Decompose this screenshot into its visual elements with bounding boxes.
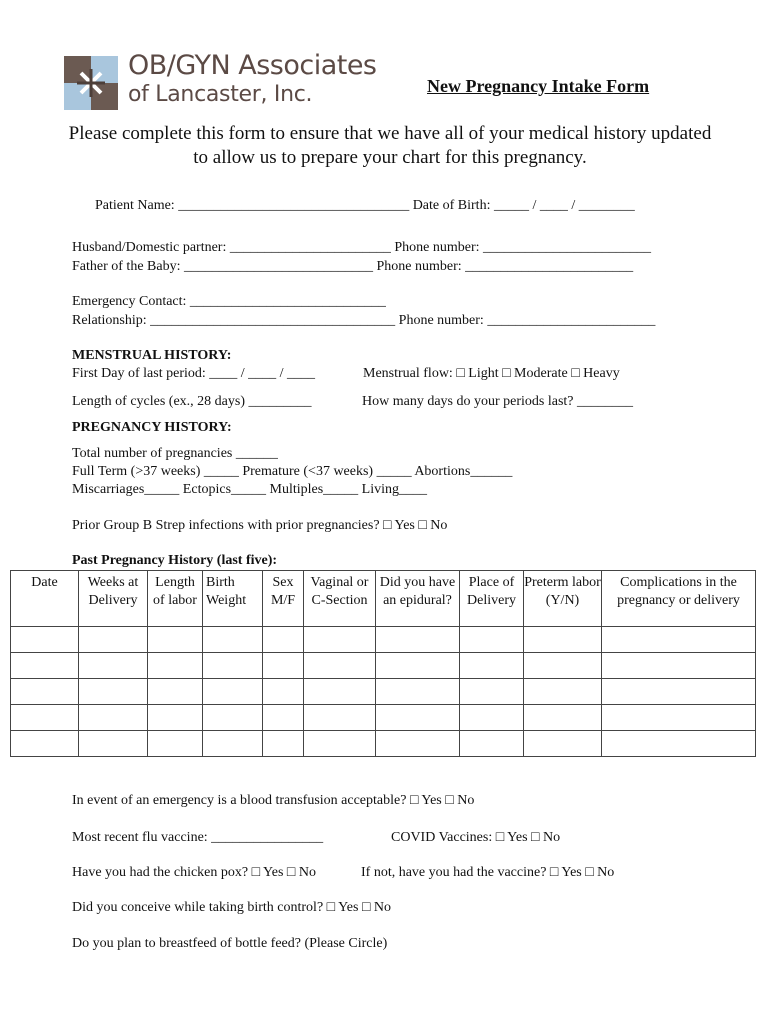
covid-vaccine-question[interactable]: COVID Vaccines: □ Yes □ No (391, 830, 561, 845)
table-cell[interactable] (11, 731, 79, 757)
emergency-contact-line[interactable]: Emergency Contact: ____________________________ (72, 294, 386, 309)
table-cell[interactable] (460, 679, 524, 705)
table-cell[interactable] (376, 627, 460, 653)
table-cell[interactable] (263, 731, 304, 757)
table-cell[interactable] (148, 705, 203, 731)
table-cell[interactable] (79, 679, 148, 705)
table-cell[interactable] (11, 705, 79, 731)
table-cell[interactable] (524, 679, 602, 705)
menstrual-flow-options[interactable]: Menstrual flow: □ Light □ Moderate □ Heavy (363, 366, 620, 381)
table-cell[interactable] (263, 653, 304, 679)
table-header: Complications in the pregnancy or delivery (602, 571, 756, 627)
table-header: Birth Weight (203, 571, 263, 627)
patient-name-dob-line[interactable]: Patient Name: _________________________________ Date of Birth: _____ / ____ / ________ (95, 198, 635, 213)
table-cell[interactable] (602, 705, 756, 731)
table-row (11, 627, 756, 653)
table-cell[interactable] (376, 679, 460, 705)
father-of-baby-line[interactable]: Father of the Baby: ___________________________ Phone number: ________________________ (72, 259, 634, 274)
feeding-plan-question[interactable]: Do you plan to breastfeed of bottle feed? (Please Circle) (72, 936, 388, 951)
table-cell[interactable] (11, 627, 79, 653)
table-cell[interactable] (304, 731, 376, 757)
table-row (11, 705, 756, 731)
table-cell[interactable] (79, 653, 148, 679)
table-header: Vaginal or C-Section (304, 571, 376, 627)
table-cell[interactable] (79, 627, 148, 653)
term-counts-line[interactable]: Full Term (>37 weeks) _____ Premature (<37 weeks) _____ Abortions______ (72, 464, 513, 479)
table-header-row (11, 571, 756, 627)
table-cell[interactable] (203, 705, 263, 731)
period-days-line[interactable]: How many days do your periods last? ________ (362, 394, 634, 409)
table-cell[interactable] (524, 731, 602, 757)
table-cell[interactable] (79, 731, 148, 757)
intro-text: Please complete this form to ensure that we have all of your medical history updated to allow us to prepare your chart for this pregnancy. (68, 123, 712, 168)
table-cell[interactable] (203, 627, 263, 653)
table-cell[interactable] (148, 653, 203, 679)
relationship-line[interactable]: Relationship: ___________________________________ Phone number: ________________________ (72, 313, 656, 328)
table-cell[interactable] (524, 627, 602, 653)
menstrual-history-heading: MENSTRUAL HISTORY: (72, 348, 232, 363)
table-header: Sex M/F (263, 571, 304, 627)
table-cell[interactable] (148, 731, 203, 757)
table-cell[interactable] (376, 653, 460, 679)
past-pregnancy-heading: Past Pregnancy History (last five): (72, 553, 278, 568)
table-cell[interactable] (376, 705, 460, 731)
table-cell[interactable] (203, 679, 263, 705)
cycle-length-line[interactable]: Length of cycles (ex., 28 days) _________ (72, 394, 312, 409)
pregnancy-history-heading: PREGNANCY HISTORY: (72, 420, 232, 435)
table-header: Place of Delivery (460, 571, 524, 627)
group-b-strep-question[interactable]: Prior Group B Strep infections with prior pregnancies? □ Yes □ No (72, 518, 448, 533)
table-cell[interactable] (304, 679, 376, 705)
table-row (11, 653, 756, 679)
table-cell[interactable] (263, 627, 304, 653)
table-row (11, 679, 756, 705)
table-cell[interactable] (602, 627, 756, 653)
logo-name-line1: OB/GYN Associates (128, 50, 377, 81)
table-row (11, 731, 756, 757)
past-pregnancy-table (10, 570, 756, 757)
table-header: Length of labor (148, 571, 203, 627)
table-cell[interactable] (460, 627, 524, 653)
birth-control-question[interactable]: Did you conceive while taking birth control? □ Yes □ No (72, 900, 392, 915)
table-cell[interactable] (203, 653, 263, 679)
total-pregnancies-line[interactable]: Total number of pregnancies ______ (72, 446, 278, 461)
table-cell[interactable] (304, 705, 376, 731)
table-cell[interactable] (602, 731, 756, 757)
table-cell[interactable] (524, 705, 602, 731)
table-cell[interactable] (304, 627, 376, 653)
table-cell[interactable] (460, 653, 524, 679)
table-header: Date (11, 571, 79, 627)
flu-vaccine-line[interactable]: Most recent flu vaccine: ________________ (72, 830, 324, 845)
blood-transfusion-question[interactable]: In event of an emergency is a blood transfusion acceptable? □ Yes □ No (72, 793, 475, 808)
chicken-pox-vaccine-question[interactable]: If not, have you had the vaccine? □ Yes □ No (361, 865, 615, 880)
form-title: New Pregnancy Intake Form (427, 76, 650, 96)
miscarriage-counts-line[interactable]: Miscarriages_____ Ectopics_____ Multiples_____ Living____ (72, 482, 428, 497)
table-cell[interactable] (11, 653, 79, 679)
table-cell[interactable] (263, 679, 304, 705)
first-day-last-period[interactable]: First Day of last period: ____ / ____ / ____ (72, 366, 316, 381)
table-cell[interactable] (11, 679, 79, 705)
table-cell[interactable] (460, 731, 524, 757)
logo-name-line2: of Lancaster, Inc. (128, 82, 313, 107)
husband-partner-line[interactable]: Husband/Domestic partner: _______________________ Phone number: ________________________ (72, 240, 652, 255)
table-cell[interactable] (460, 705, 524, 731)
table-cell[interactable] (203, 731, 263, 757)
table-cell[interactable] (524, 653, 602, 679)
table-cell[interactable] (304, 653, 376, 679)
table-cell[interactable] (148, 679, 203, 705)
table-cell[interactable] (148, 627, 203, 653)
table-header: Did you have an epidural? (376, 571, 460, 627)
table-cell[interactable] (79, 705, 148, 731)
table-cell[interactable] (376, 731, 460, 757)
table-cell[interactable] (602, 679, 756, 705)
cross-tile-logo-icon (64, 56, 118, 110)
chicken-pox-question[interactable]: Have you had the chicken pox? □ Yes □ No (72, 865, 316, 880)
table-header: Preterm labor (Y/N) (524, 571, 602, 627)
table-cell[interactable] (602, 653, 756, 679)
table-header: Weeks at Delivery (79, 571, 148, 627)
table-cell[interactable] (263, 705, 304, 731)
